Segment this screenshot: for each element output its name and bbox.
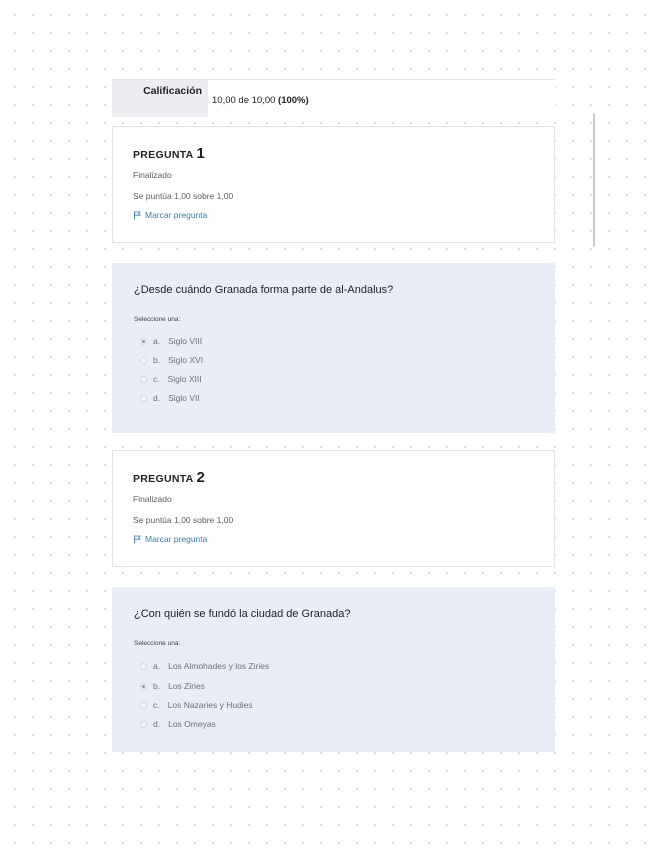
question-heading xyxy=(133,469,205,486)
question-info-card-1 xyxy=(112,126,555,243)
radio-button[interactable] xyxy=(140,721,147,728)
answer-letter: b. xyxy=(153,355,161,365)
answer-letter: d. xyxy=(153,719,161,729)
question-state: Finalizado xyxy=(133,170,172,180)
radio-button[interactable] xyxy=(140,663,147,670)
grade-summary-row xyxy=(112,79,555,117)
flag-question-label: Marcar pregunta xyxy=(145,534,208,544)
answer-text: Los Omeyas xyxy=(168,719,216,729)
flag-question-label: Marcar pregunta xyxy=(145,210,208,220)
radio-button[interactable] xyxy=(140,702,147,709)
question-text: ¿Con quién se fundó la ciudad de Granada? xyxy=(134,608,351,620)
answer-letter: a. xyxy=(153,336,161,346)
answer-letter: d. xyxy=(153,393,161,403)
question-number: 1 xyxy=(196,145,206,162)
answer-option-d[interactable] xyxy=(140,393,200,403)
radio-button[interactable] xyxy=(140,357,147,364)
question-state: Finalizado xyxy=(133,494,172,504)
grade-percent: (100%) xyxy=(278,95,309,106)
answer-text: Siglo XVI xyxy=(168,355,204,365)
question-content-card-1 xyxy=(112,263,555,433)
flag-question-link[interactable] xyxy=(133,534,207,544)
answer-letter: c. xyxy=(153,700,160,710)
flag-icon xyxy=(133,535,141,544)
question-content-card-2 xyxy=(112,587,555,752)
question-heading xyxy=(133,145,205,162)
answer-letter: a. xyxy=(153,661,161,671)
question-number: 2 xyxy=(196,469,206,486)
question-heading-label: PREGUNTA xyxy=(133,473,194,485)
grade-score: 10,00 de 10,00 xyxy=(212,95,276,106)
radio-button[interactable] xyxy=(140,376,147,383)
select-one-prompt: Seleccione una: xyxy=(134,316,181,323)
answer-text: Los Nazaries y Hudies xyxy=(167,700,253,710)
question-grade: Se puntúa 1,00 sobre 1,00 xyxy=(133,191,234,201)
answer-text: Los Ziries xyxy=(168,681,205,691)
question-info-card-2 xyxy=(112,450,555,567)
grade-value xyxy=(212,95,309,106)
question-heading-label: PREGUNTA xyxy=(133,149,194,161)
flag-icon xyxy=(133,211,141,220)
answer-text: Los Almohades y los Ziries xyxy=(168,661,270,671)
grade-label: Calificación xyxy=(112,80,208,117)
question-grade: Se puntúa 1,00 sobre 1,00 xyxy=(133,515,234,525)
answer-text: Siglo XIII xyxy=(167,374,202,384)
radio-button-selected[interactable] xyxy=(140,683,147,690)
answer-option-c[interactable] xyxy=(140,700,253,710)
scrollbar-thumb[interactable] xyxy=(593,113,595,247)
answer-letter: c. xyxy=(153,374,160,384)
answer-option-d[interactable] xyxy=(140,719,216,729)
answer-option-c[interactable] xyxy=(140,374,202,384)
answer-text: Siglo VIII xyxy=(168,336,203,346)
flag-question-link[interactable] xyxy=(133,210,207,220)
select-one-prompt: Seleccione una: xyxy=(134,640,181,647)
question-text: ¿Desde cuándo Granada forma parte de al-Andalus? xyxy=(134,284,394,296)
radio-button[interactable] xyxy=(140,395,147,402)
answer-option-b[interactable] xyxy=(140,681,205,691)
answer-option-b[interactable] xyxy=(140,355,203,365)
answer-option-a[interactable] xyxy=(140,661,269,671)
answer-text: Siglo VII xyxy=(168,393,200,403)
answer-option-a[interactable] xyxy=(140,336,202,346)
answer-letter: b. xyxy=(153,681,161,691)
radio-button-selected[interactable] xyxy=(140,338,147,345)
